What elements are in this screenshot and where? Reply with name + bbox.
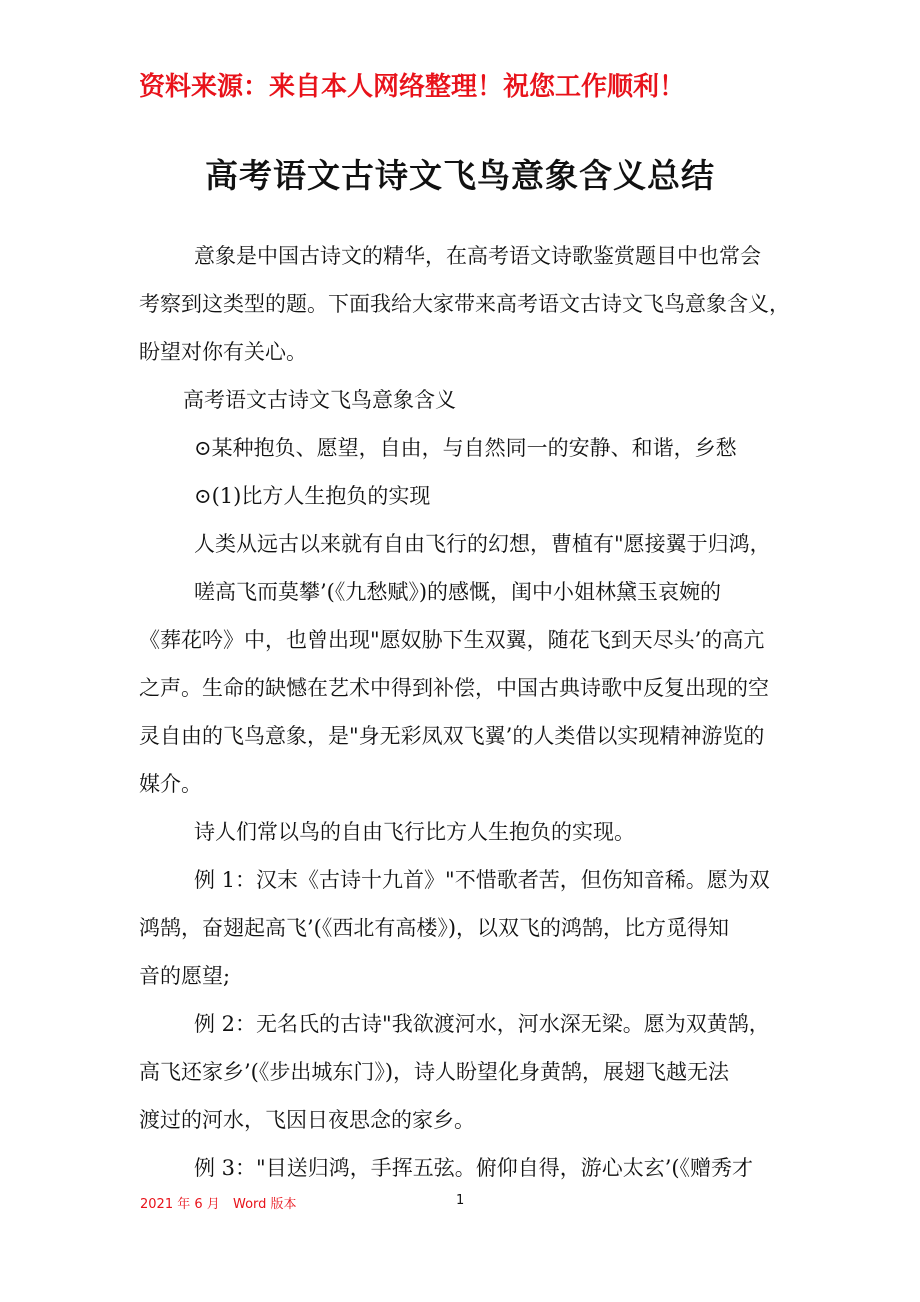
example-line: 例 3："目送归鸿，手挥五弦。俯仰自得，游心太玄’(《赠秀才 <box>194 1156 754 1180</box>
paragraph-line: 灵自由的飞鸟意象，是"身无彩凤双飞翼’的人类借以实现精神游览的 <box>139 724 765 748</box>
paragraph-line: 媒介。 <box>139 772 202 796</box>
page-number: 1 <box>456 1193 465 1208</box>
paragraph-line: 盼望对你有关心。 <box>139 340 307 364</box>
source-banner: 资料来源：来自本人网络整理！祝您工作顺利！ <box>139 72 686 102</box>
footer-date: 2021 年 6 月 <box>140 1197 220 1212</box>
paragraph-line: 人类从远古以来就有自由飞行的幻想，曹植有"愿接翼于归鸿， <box>194 532 771 556</box>
example-line: 音的愿望; <box>139 964 231 988</box>
example-line: 例 1：汉末《古诗十九首》"不惜歌者苦，但伤知音稀。愿为双 <box>194 868 770 892</box>
document-title: 高考语文古诗文飞鸟意象含义总结 <box>205 156 715 195</box>
example-line: 高飞还家乡’(《步出城东门》)，诗人盼望化身黄鹄，展翅飞越无法 <box>139 1060 730 1084</box>
example-line: 渡过的河水，飞因日夜思念的家乡。 <box>139 1108 475 1132</box>
section-heading: 高考语文古诗文飞鸟意象含义 <box>183 388 456 412</box>
footer-version: Word 版本 <box>233 1197 297 1212</box>
example-line: 例 2：无名氏的古诗"我欲渡河水，河水深无梁。愿为双黄鹄， <box>194 1012 770 1036</box>
bullet-line: ⊙某种抱负、愿望，自由，与自然同一的安静、和谐，乡愁 <box>194 436 737 460</box>
paragraph-line: 考察到这类型的题。下面我给大家带来高考语文古诗文飞鸟意象含义， <box>139 292 790 316</box>
paragraph-line: 《葬花吟》中，也曾出现"愿奴胁下生双翼，随花飞到天尽头’的高亢 <box>139 628 765 652</box>
paragraph-line: 诗人们常以鸟的自由飞行比方人生抱负的实现。 <box>194 820 635 844</box>
paragraph-line: 之声。生命的缺憾在艺术中得到补偿，中国古典诗歌中反复出现的空 <box>139 676 769 700</box>
bullet-line: ⊙(1)比方人生抱负的实现 <box>194 484 431 508</box>
paragraph-line: 意象是中国古诗文的精华，在高考语文诗歌鉴赏题目中也常会 <box>194 244 761 268</box>
paragraph-line: 嗟高飞而莫攀’(《九愁赋》)的感慨，闺中小姐林黛玉哀婉的 <box>194 580 722 604</box>
example-line: 鸿鹄，奋翅起高飞’(《西北有高楼》)，以双飞的鸿鹄，比方觅得知 <box>139 916 730 940</box>
